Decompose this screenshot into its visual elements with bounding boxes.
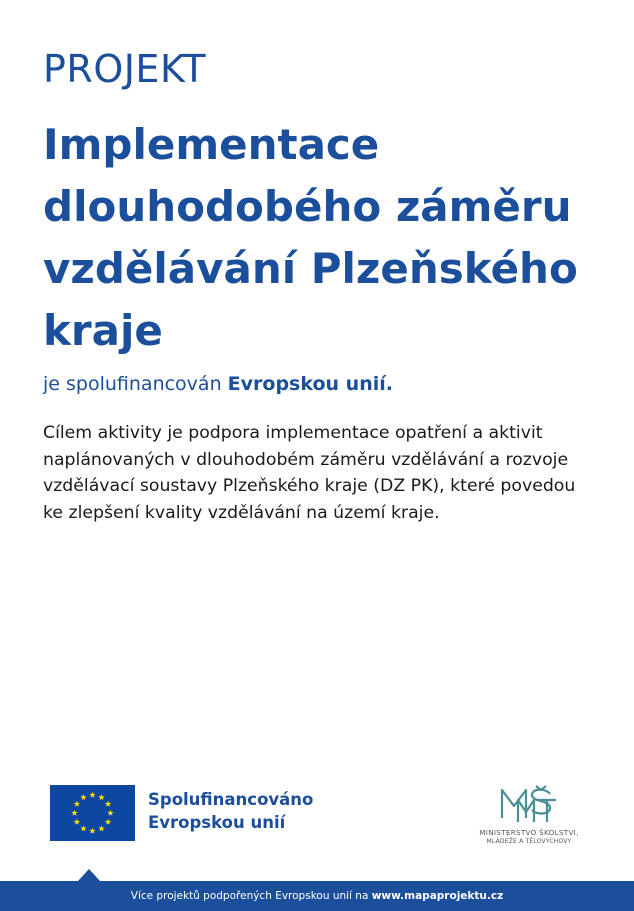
footer-bar: [0, 881, 634, 911]
project-description: [43, 420, 603, 526]
description-line: Cílem aktivity je podpora implementace opatření a aktivit: [43, 423, 543, 443]
msmt-line-1: MINISTERSTVO ŠKOLSTVÍ,: [479, 828, 579, 837]
project-title: [43, 114, 603, 362]
msmt-logo: [462, 784, 596, 846]
description-line: vzdělávací soustavy Plzeňského kraje (DZ PK), které povedou: [43, 476, 576, 496]
title-line: dlouhodobého záměru: [43, 182, 572, 231]
title-line: kraje: [43, 306, 163, 355]
msmt-monogram-icon: [498, 784, 560, 826]
eu-flag-icon: [50, 785, 135, 841]
title-line: vzdělávání Plzeňského: [43, 244, 578, 293]
eu-text-line: Evropskou unií: [148, 813, 286, 832]
title-line: Implementace: [43, 120, 380, 169]
msmt-line-2: MLÁDEŽE A TĚLOVÝCHOVY: [486, 838, 572, 845]
eu-text-line: Spolufinancováno: [148, 790, 314, 809]
footer-notch: [78, 869, 100, 881]
footer-link[interactable]: www.mapaprojektu.cz: [371, 890, 504, 902]
eu-cofinanced-text: [148, 788, 313, 834]
cofinancing-statement: [43, 373, 393, 395]
description-line: naplánovaných v dlouhodobém záměru vzdělávání a rozvoje: [43, 449, 569, 470]
project-label: PROJEKT: [43, 47, 207, 91]
cofinancing-emphasis: Evropskou unií.: [227, 373, 393, 395]
description-line: ke zlepšení kvality vzdělávání na území kraje.: [43, 502, 440, 523]
footer-text: Více projektů podpořených Evropskou unií na: [130, 890, 372, 902]
cofinancing-prefix: je spolufinancován: [43, 373, 228, 395]
